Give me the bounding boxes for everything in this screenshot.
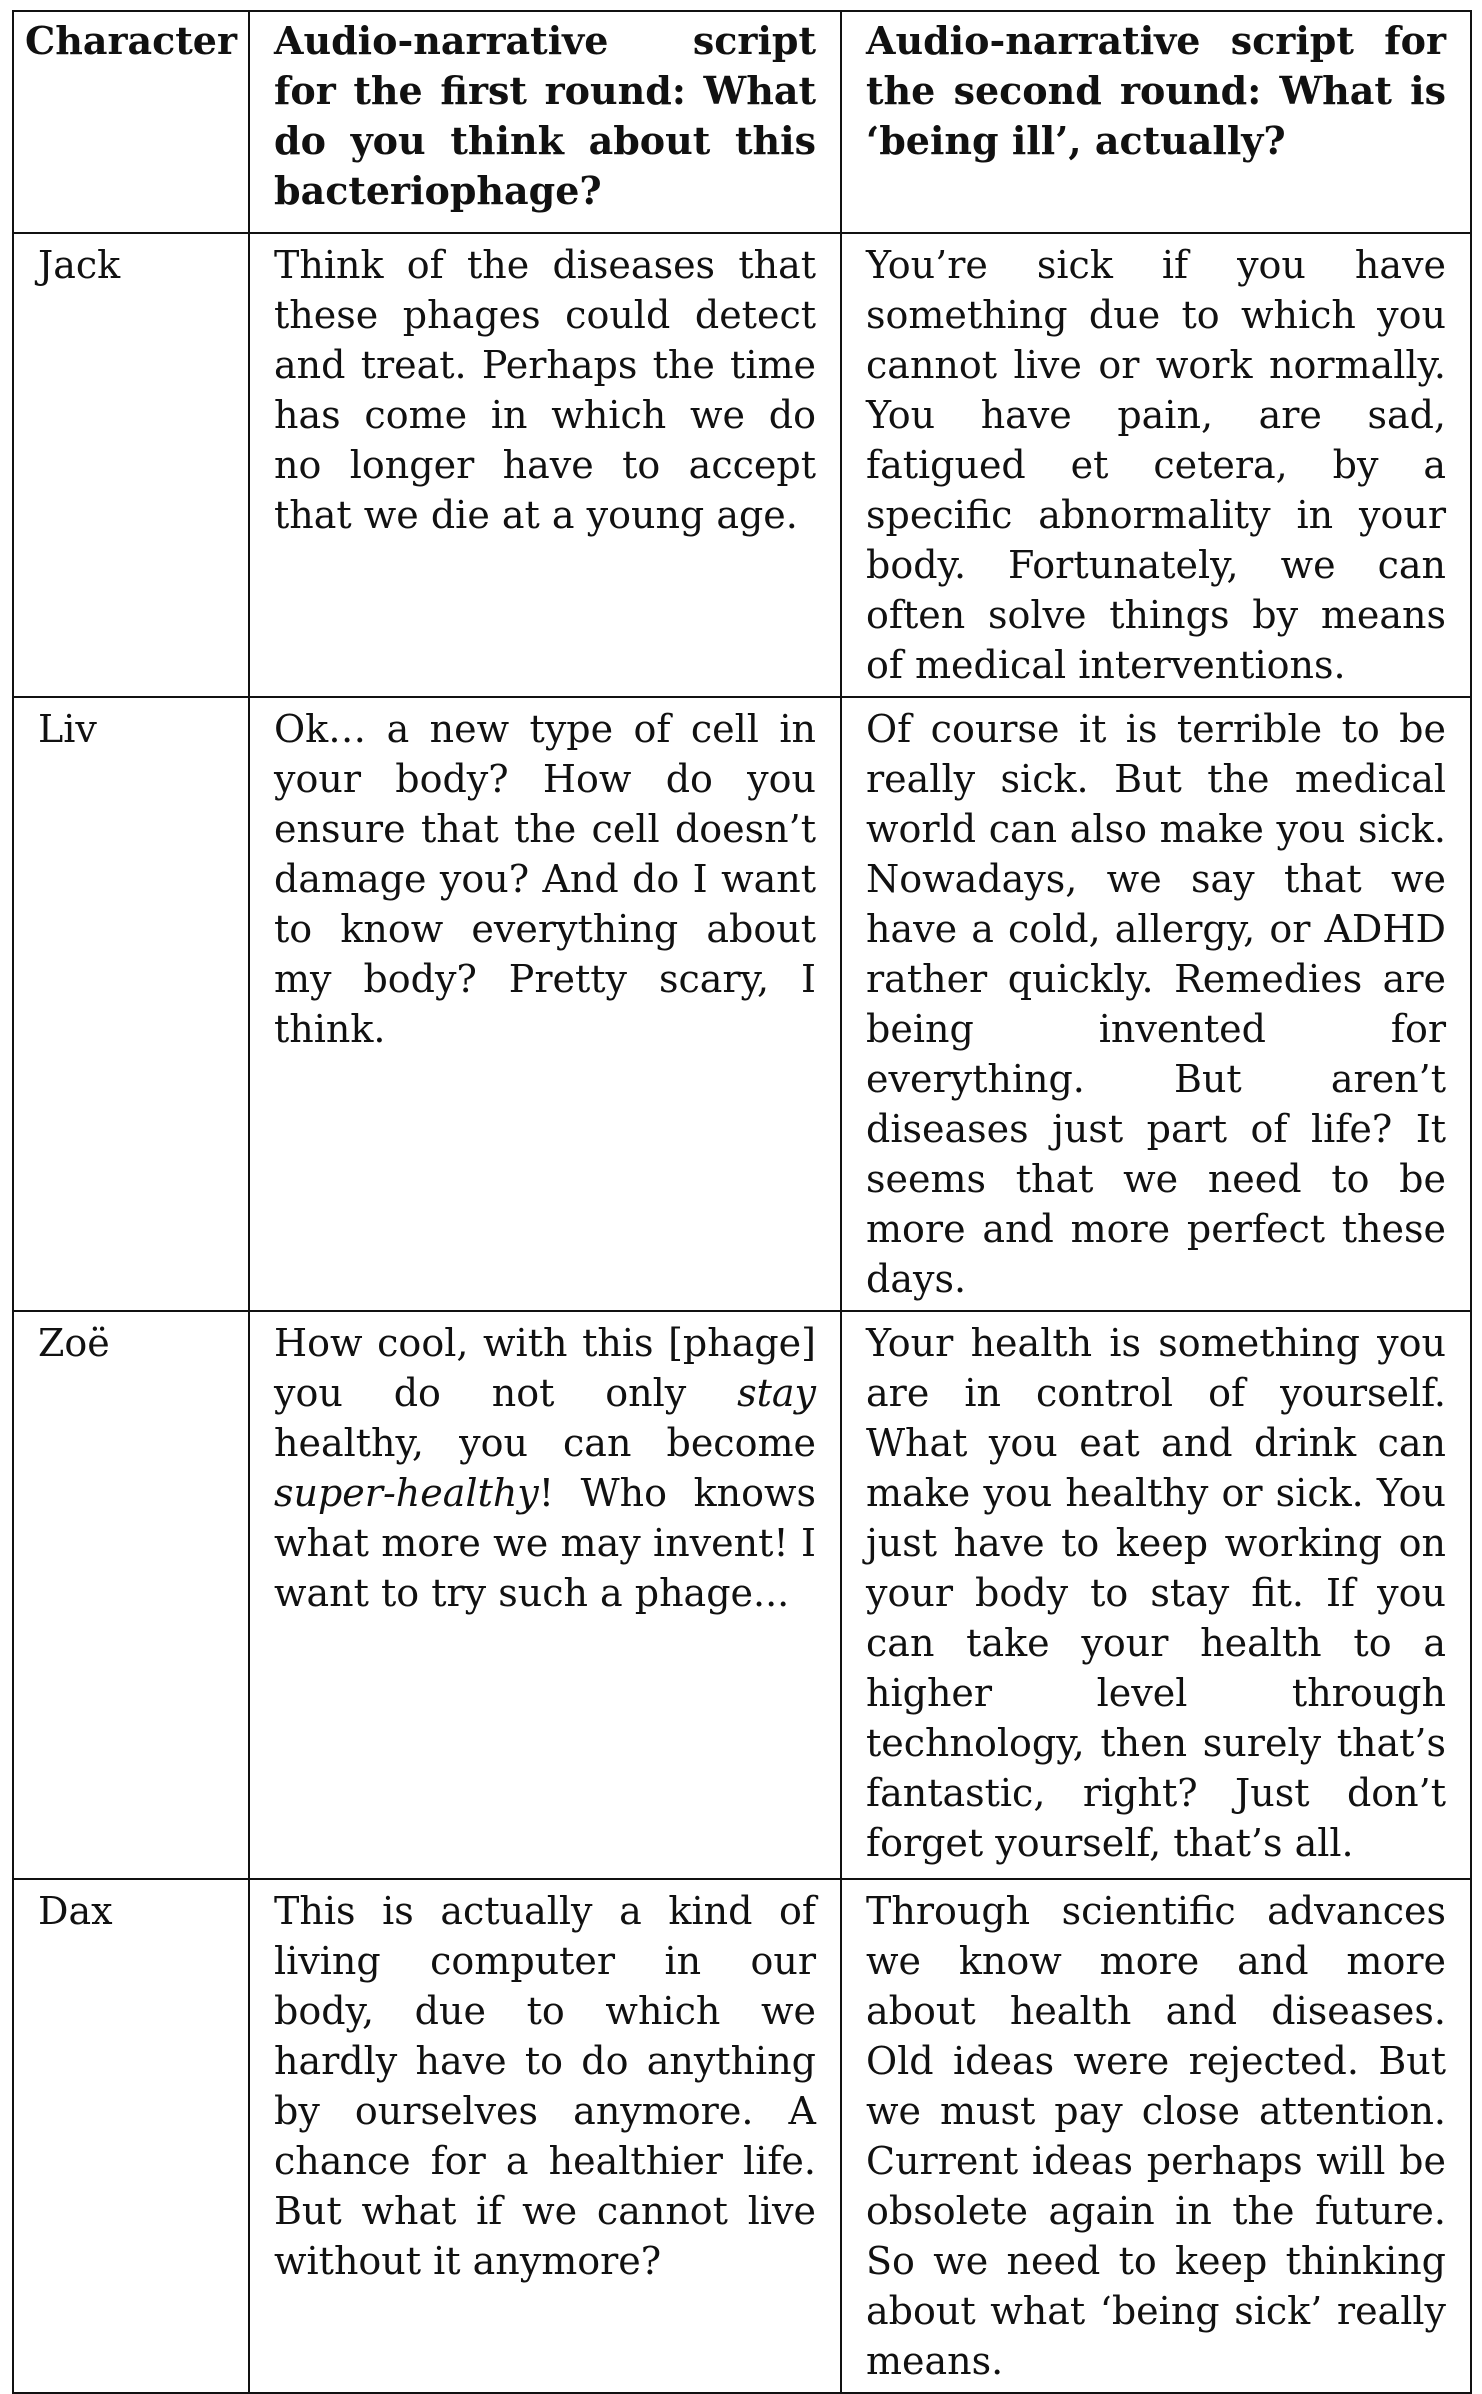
table-header-row — [13, 11, 1471, 233]
character-name: Jack — [13, 233, 249, 697]
character-name: Liv — [13, 697, 249, 1311]
round1-emphasis-super-healthy: super-healthy — [274, 1471, 539, 1515]
header-round2-script: Audio-narrative script for the second round: What is ‘being ill’, actually? — [841, 11, 1471, 233]
round2-script-cell: Your health is something you are in control of yourself. What you eat and drink can make you healthy or sick. You just have to keep working on your body to stay fit. If you can take your health to a higher level through technology, then surely that’s fantastic, right? Just don’t forget yourself, that’s all. — [841, 1311, 1471, 1879]
round2-script-cell: Through scientific advances we know more and more about health and diseases. Old ideas were rejected. But we must pay close attention. Current ideas perhaps will be obsolete again in the future. So we need to keep thinking about what ‘being sick’ really means. — [841, 1879, 1471, 2393]
round1-script-cell: Think of the diseases that these phages could detect and treat. Perhaps the time has come in which we do no longer have to accept that we die at a young age. — [249, 233, 841, 697]
round1-text-part: healthy, you can become — [274, 1421, 816, 1465]
round1-script-cell: This is actually a kind of living computer in our body, due to which we hardly have to do anything by ourselves anymore. A chance for a healthier life. But what if we cannot live without it anymore? — [249, 1879, 841, 2393]
round1-script-cell: Ok… a new type of cell in your body? How do you ensure that the cell doesn’t damage you? And do I want to know everything about my body? Pretty scary, I think. — [249, 697, 841, 1311]
round1-text-part: How cool, with this [phage] you do not only — [274, 1321, 816, 1415]
header-character: Character — [13, 11, 249, 233]
round1-text-part: ! Who knows what more we may invent! I want to try such a phage... — [274, 1471, 816, 1615]
round1-emphasis-stay: stay — [737, 1371, 816, 1415]
header-round1-script: Audio-narrative script for the first round: What do you think about this bacteriophage? — [249, 11, 841, 233]
round2-script-cell: You’re sick if you have something due to which you cannot live or work normally. You have pain, are sad, fatigued et cetera, by a specific abnormality in your body. Fortunately, we can often solve things by means of medical interventions. — [841, 233, 1471, 697]
character-script-table-container — [12, 10, 1470, 2394]
table-row-jack — [13, 233, 1471, 697]
round2-script-cell: Of course it is terrible to be really sick. But the medical world can also make you sick. Nowadays, we say that we have a cold, allergy, or ADHD rather quickly. Remedies are being invented for everything. But aren’t diseases just part of life? It seems that we need to be more and more perfect these days. — [841, 697, 1471, 1311]
table-row-liv — [13, 697, 1471, 1311]
round1-script-cell — [249, 1311, 841, 1879]
table-row-zoe — [13, 1311, 1471, 1879]
table-row-dax — [13, 1879, 1471, 2393]
character-name: Dax — [13, 1879, 249, 2393]
character-name: Zoë — [13, 1311, 249, 1879]
character-script-table — [12, 10, 1472, 2394]
